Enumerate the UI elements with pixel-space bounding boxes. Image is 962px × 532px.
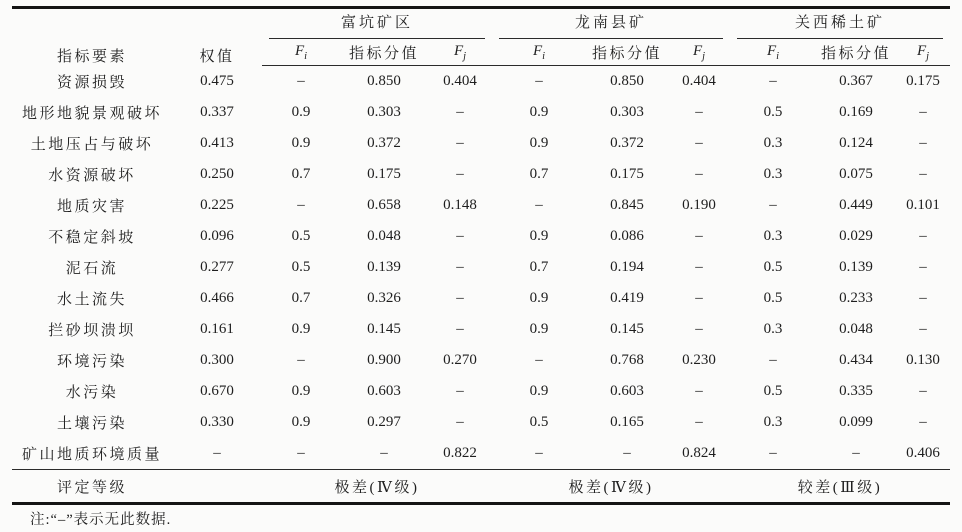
fj-cell: – — [919, 321, 927, 337]
score-cell: – — [852, 445, 860, 461]
fj-cell: 0.824 — [682, 445, 716, 461]
score-cell: 0.768 — [610, 352, 644, 368]
indicator-column-header: 指标要素 — [56, 48, 127, 65]
fi-cell: 0.9 — [529, 228, 549, 244]
fj-cell: – — [456, 259, 464, 275]
table-header — [12, 8, 950, 66]
table-row — [12, 314, 950, 345]
fi-cell: 0.3 — [763, 166, 783, 182]
score-cell: 0.139 — [367, 259, 401, 275]
weight-column-header: 权值 — [199, 48, 235, 65]
fi-cell: 0.3 — [763, 321, 783, 337]
score-cell: 0.419 — [610, 290, 644, 306]
fi-cell: 0.9 — [291, 104, 311, 120]
fi-cell: 0.5 — [529, 414, 549, 430]
group-header-longnan — [492, 8, 730, 40]
fj-cell: – — [695, 228, 703, 244]
weight-cell: 0.330 — [200, 414, 234, 430]
fj-cell: – — [919, 104, 927, 120]
weight-cell: 0.161 — [200, 321, 234, 337]
fi-cell: – — [297, 197, 305, 213]
fj-cell: – — [919, 259, 927, 275]
rating-row — [12, 470, 950, 504]
fi-cell: 0.7 — [291, 166, 311, 182]
fj-cell: – — [456, 414, 464, 430]
score-cell: 0.850 — [610, 73, 644, 89]
fi-symbol: F — [294, 42, 305, 59]
fj-cell: – — [456, 104, 464, 120]
table-row — [12, 97, 950, 128]
score-cell: 0.335 — [839, 383, 873, 399]
fi-cell: 0.9 — [291, 414, 311, 430]
fi-cell: – — [769, 73, 777, 89]
table-row — [12, 252, 950, 283]
fj-cell: 0.148 — [443, 197, 477, 213]
score-cell: 0.449 — [839, 197, 873, 213]
score-cell: 0.124 — [839, 135, 873, 151]
table-row — [12, 159, 950, 190]
fj-cell: – — [919, 414, 927, 430]
fj-cell: – — [456, 135, 464, 151]
score-header: 指标分值 — [340, 39, 428, 66]
fj-cell: 0.175 — [906, 73, 940, 89]
fi-cell: – — [535, 352, 543, 368]
empty-cell — [172, 470, 262, 504]
fi-cell: 0.5 — [763, 290, 783, 306]
fj-cell: – — [919, 135, 927, 151]
fi-cell: – — [297, 445, 305, 461]
table-row — [12, 376, 950, 407]
evaluation-table — [12, 6, 950, 505]
fj-cell: – — [695, 166, 703, 182]
indicator-cell: 水资源破坏 — [48, 168, 136, 184]
fi-cell: 0.9 — [529, 383, 549, 399]
fj-cell: – — [456, 228, 464, 244]
fj-cell: – — [695, 104, 703, 120]
indicator-cell: 土壤污染 — [56, 416, 127, 432]
score-cell: 0.048 — [839, 321, 873, 337]
score-cell: 0.297 — [367, 414, 401, 430]
fi-cell: – — [769, 197, 777, 213]
fj-cell: 0.230 — [682, 352, 716, 368]
fj-cell: – — [695, 290, 703, 306]
weight-cell: 0.670 — [200, 383, 234, 399]
fj-cell: – — [456, 290, 464, 306]
indicator-cell: 水污染 — [65, 385, 119, 401]
fi-cell: 0.5 — [763, 104, 783, 120]
fi-header: $F_i$ — [492, 39, 586, 66]
rating-cell-guanxi: 较差(Ⅲ级) — [730, 470, 950, 504]
fi-symbol: F — [766, 42, 777, 59]
score-cell: 0.145 — [610, 321, 644, 337]
fj-cell: – — [456, 166, 464, 182]
fi-cell: 0.9 — [529, 321, 549, 337]
fi-cell: 0.7 — [291, 290, 311, 306]
fj-header: $F_j$ — [668, 39, 730, 66]
score-cell: 0.048 — [367, 228, 401, 244]
score-cell: 0.900 — [367, 352, 401, 368]
score-cell: – — [623, 445, 631, 461]
indicator-cell: 土地压占与破坏 — [30, 137, 154, 153]
fj-cell: – — [695, 321, 703, 337]
fj-cell: – — [919, 166, 927, 182]
fj-cell: 0.270 — [443, 352, 477, 368]
score-cell: 0.099 — [839, 414, 873, 430]
rating-row-label: 评定等级 — [12, 470, 172, 504]
group-header-guanxi — [730, 8, 950, 40]
fi-cell: 0.3 — [763, 414, 783, 430]
fi-cell: – — [535, 73, 543, 89]
fj-header: $F_j$ — [896, 39, 950, 66]
weight-cell: 0.413 — [200, 135, 234, 151]
score-cell: 0.658 — [367, 197, 401, 213]
score-cell: 0.194 — [610, 259, 644, 275]
fi-cell: 0.9 — [291, 321, 311, 337]
fj-cell: – — [456, 383, 464, 399]
score-cell: – — [380, 445, 388, 461]
score-cell: 0.029 — [839, 228, 873, 244]
weight-cell: 0.475 — [200, 72, 234, 89]
weight-cell: 0.337 — [200, 104, 234, 120]
fj-cell: – — [919, 290, 927, 306]
fi-cell: – — [297, 352, 305, 368]
fi-cell: – — [297, 73, 305, 89]
weight-cell: – — [213, 445, 221, 461]
table-row — [12, 128, 950, 159]
fi-cell: 0.7 — [529, 166, 549, 182]
indicator-cell: 资源损毁 — [56, 74, 127, 91]
score-cell: 0.845 — [610, 197, 644, 213]
score-cell: 0.075 — [839, 166, 873, 182]
rating-cell-fukeng: 极差(Ⅳ级) — [262, 470, 492, 504]
fi-cell: 0.9 — [529, 135, 549, 151]
group-header-fukeng — [262, 8, 492, 40]
fj-cell: – — [695, 259, 703, 275]
score-cell: 0.603 — [367, 383, 401, 399]
score-cell: 0.145 — [367, 321, 401, 337]
group-label: 富坑矿区 — [269, 11, 485, 39]
weight-cell: 0.225 — [200, 197, 234, 213]
fi-symbol: F — [532, 42, 543, 59]
score-cell: 0.434 — [839, 352, 873, 368]
table-note: 注:“–”表示无此数据. — [30, 512, 172, 528]
table-row — [12, 407, 950, 438]
score-cell: 0.175 — [367, 166, 401, 182]
fi-cell: 0.3 — [763, 135, 783, 151]
fj-cell: 0.404 — [682, 73, 716, 89]
score-cell: 0.303 — [367, 104, 401, 120]
score-header: 指标分值 — [586, 39, 668, 66]
score-cell: 0.169 — [839, 104, 873, 120]
fi-cell: 0.5 — [291, 228, 311, 244]
fj-symbol: F — [692, 42, 703, 59]
score-cell: 0.165 — [610, 414, 644, 430]
fj-cell: 0.406 — [906, 445, 940, 461]
fi-cell: 0.9 — [291, 135, 311, 151]
score-cell: 0.086 — [610, 228, 644, 244]
weight-cell: 0.096 — [200, 228, 234, 244]
fi-cell: 0.5 — [763, 383, 783, 399]
weight-cell: 0.250 — [200, 166, 234, 182]
fj-cell: 0.822 — [443, 445, 477, 461]
fi-cell: 0.9 — [529, 104, 549, 120]
fi-cell: 0.9 — [529, 290, 549, 306]
fi-cell: 0.9 — [291, 383, 311, 399]
fi-cell: – — [769, 352, 777, 368]
score-cell: 0.367 — [839, 73, 873, 89]
fi-header: $F_i$ — [262, 39, 340, 66]
fj-cell: – — [695, 414, 703, 430]
fi-cell: – — [535, 445, 543, 461]
fj-symbol: F — [916, 42, 927, 59]
score-cell: 0.372 — [610, 135, 644, 151]
table-body — [12, 66, 950, 504]
fi-cell: – — [535, 197, 543, 213]
fi-header: $F_i$ — [730, 39, 816, 66]
indicator-cell: 水土流失 — [56, 292, 127, 308]
score-cell: 0.175 — [610, 166, 644, 182]
weight-cell: 0.466 — [200, 290, 234, 306]
weight-cell: 0.277 — [200, 259, 234, 275]
fj-cell: 0.130 — [906, 352, 940, 368]
indicator-cell: 地质灾害 — [56, 199, 127, 215]
table-row — [12, 438, 950, 470]
group-header-row — [12, 8, 950, 40]
fj-cell: – — [919, 228, 927, 244]
table-row — [12, 345, 950, 376]
fi-cell: 0.3 — [763, 228, 783, 244]
group-label: 龙南县矿 — [499, 11, 723, 39]
fj-cell: – — [695, 383, 703, 399]
score-cell: 0.850 — [367, 73, 401, 89]
fj-cell: – — [919, 383, 927, 399]
score-cell: 0.603 — [610, 383, 644, 399]
table-row — [12, 66, 950, 98]
fj-cell: – — [456, 321, 464, 337]
indicator-cell: 矿山地质环境质量 — [21, 447, 162, 463]
score-header: 指标分值 — [816, 39, 896, 66]
score-cell: 0.326 — [367, 290, 401, 306]
group-label: 关西稀土矿 — [737, 11, 943, 39]
score-cell: 0.372 — [367, 135, 401, 151]
fj-header: $F_j$ — [428, 39, 492, 66]
score-cell: 0.233 — [839, 290, 873, 306]
fi-cell: – — [769, 445, 777, 461]
fj-cell: 0.190 — [682, 197, 716, 213]
fj-cell: – — [695, 135, 703, 151]
fi-cell: 0.5 — [291, 259, 311, 275]
weight-cell: 0.300 — [200, 352, 234, 368]
fi-cell: 0.7 — [529, 259, 549, 275]
score-cell: 0.139 — [839, 259, 873, 275]
table-row — [12, 283, 950, 314]
fj-symbol: F — [453, 42, 464, 59]
indicator-cell: 地形地貌景观破坏 — [21, 106, 162, 122]
rating-cell-longnan: 极差(Ⅳ级) — [492, 470, 730, 504]
indicator-cell: 泥石流 — [65, 261, 119, 277]
indicator-cell: 环境污染 — [56, 354, 127, 370]
table-row — [12, 221, 950, 252]
fi-cell: 0.5 — [763, 259, 783, 275]
indicator-cell: 不稳定斜坡 — [48, 230, 136, 246]
score-cell: 0.303 — [610, 104, 644, 120]
table-row — [12, 190, 950, 221]
fj-cell: 0.404 — [443, 73, 477, 89]
fj-cell: 0.101 — [906, 197, 940, 213]
indicator-cell: 拦砂坝溃坝 — [48, 323, 136, 339]
